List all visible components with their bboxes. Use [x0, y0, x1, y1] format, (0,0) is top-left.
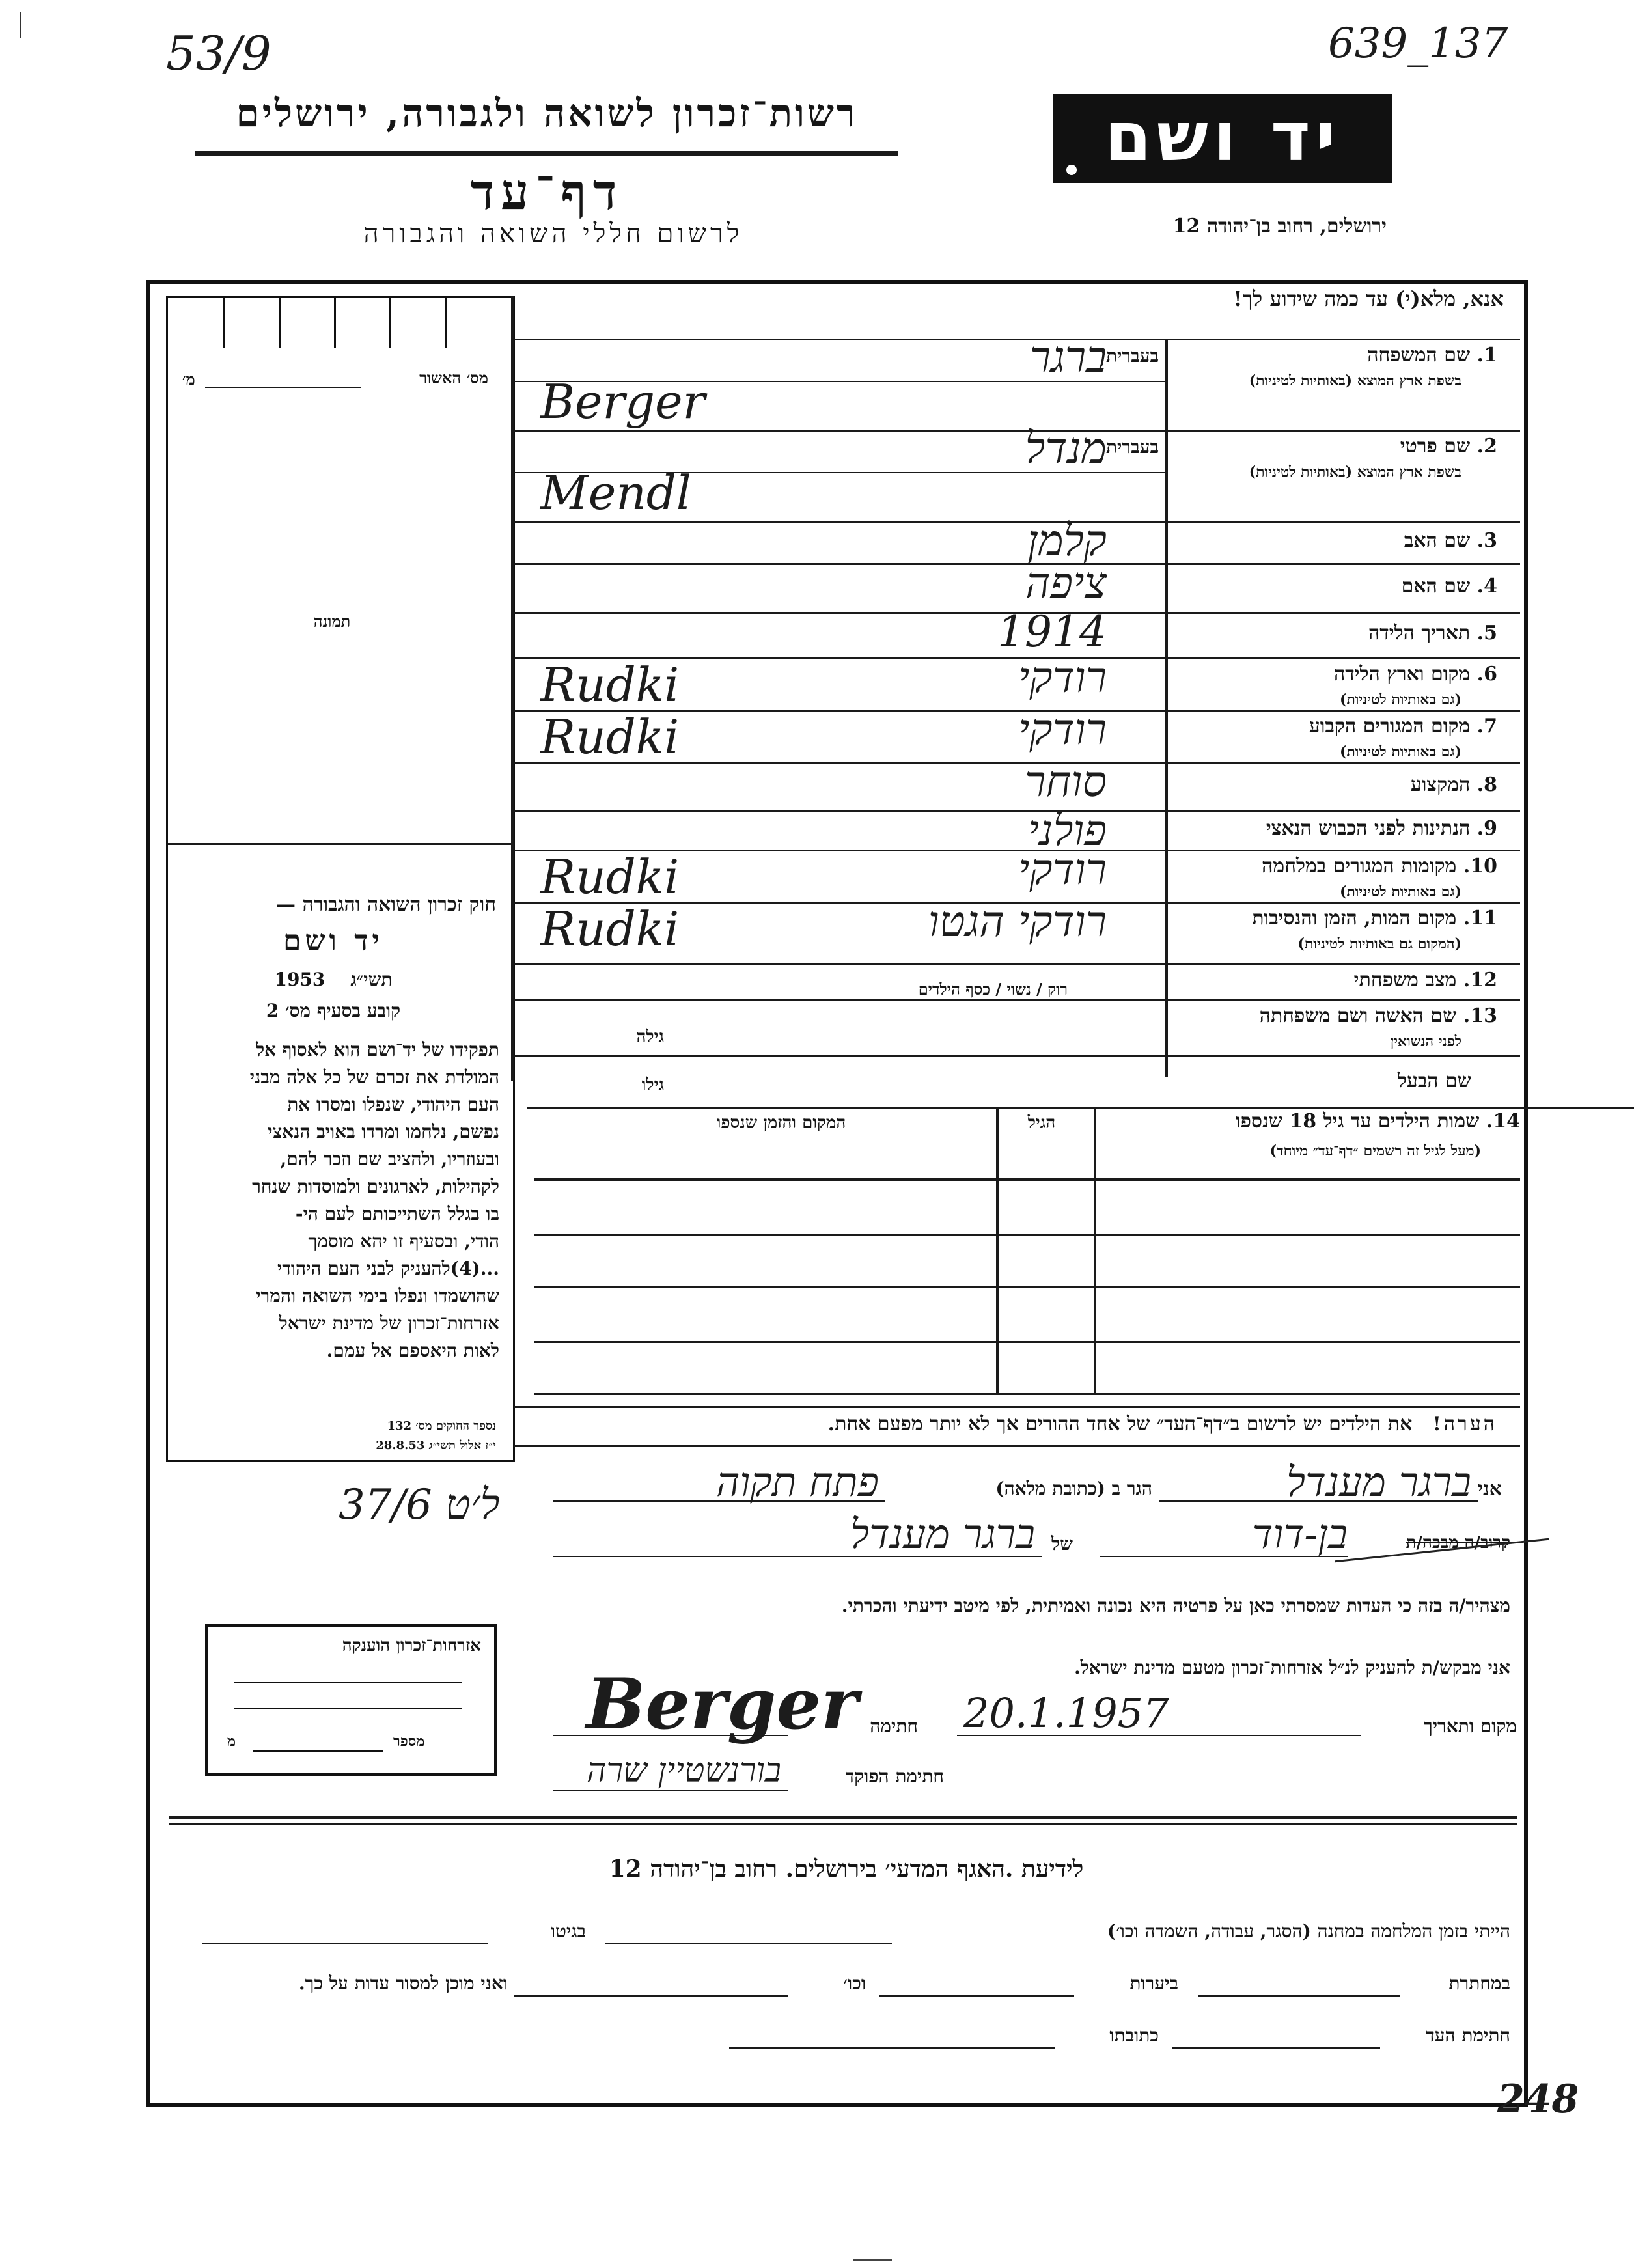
- photo-label: תמונה: [313, 612, 351, 631]
- law-text-line: נפשם, נלחמו ומרדו באויב הנאצי: [268, 1121, 499, 1142]
- field-5-label: 5. תאריך הלידה: [1368, 622, 1497, 644]
- header-address: ירושלים, רחוב בן־יהודה 12: [1172, 215, 1387, 238]
- law-clause: קובע בסעיף מס׳ 2: [266, 1000, 401, 1021]
- children-row-3[interactable]: [534, 1341, 1520, 1343]
- law-year: 1953: [274, 969, 325, 990]
- logo-dot-icon: [1066, 165, 1077, 175]
- law-text-line: המולדת את זכרם של כל אלה מבני: [249, 1066, 499, 1088]
- certificate-title: אזרחות־זכרון הוענקה: [342, 1636, 481, 1655]
- archive-number-right: 639_137: [1328, 20, 1508, 68]
- field-1-sublabel: בשפת ארץ המוצא (באותיות לטיניות): [1249, 372, 1461, 389]
- of-name[interactable]: ברגר מענדל: [850, 1510, 1035, 1558]
- logo-text: יד ושם: [1104, 97, 1341, 176]
- form-title: דף־עד: [470, 163, 624, 221]
- declaration-2: אני מבקש/ת להעניק לנ״ל אזרחות־זכרון מטעם מדינת ישראל.: [1073, 1657, 1510, 1678]
- fill-instruction: אנא, מלא(י) עד כמה שידוע לך!: [1233, 286, 1504, 311]
- field-10-latin[interactable]: Rudki: [540, 850, 680, 904]
- relation-value[interactable]: בן-דוד: [1252, 1510, 1348, 1558]
- field-10-sublabel: (גם באותיות לטיניות): [1339, 883, 1461, 900]
- bottom-title: לידיעת .האגף המדעי׳ בירושלים. רחוב בן־יהודה 12: [609, 1855, 1084, 1883]
- field-11-line: [514, 963, 1520, 965]
- field-area-left-border: [511, 296, 514, 1081]
- law-text-line: ובעוזריו, ולהציב שם וזכר להם,: [280, 1148, 499, 1170]
- children-label: 14. שמות הילדים עד גיל 18 שנספו: [1235, 1110, 1520, 1133]
- institution-underline: [195, 151, 898, 156]
- field-3-label: 3. שם האב: [1404, 529, 1497, 552]
- bottom-line1-a: הייתי בזמן המלחמה במחנה (הסגר, עבודה, השמדה וכו׳): [1107, 1920, 1510, 1942]
- law-text-line: לאות היאספם אל עמם.: [326, 1340, 499, 1361]
- field-2-lang: בעברית: [1105, 436, 1159, 458]
- law-text-line: שהושמדו ונפלו בימי השואה והמרי: [256, 1285, 499, 1307]
- field-9-hebrew[interactable]: פולני: [1027, 805, 1107, 855]
- law-text: [171, 1036, 499, 1364]
- place-date-label: מקום ותאריך: [1423, 1715, 1517, 1737]
- law-text-line: תפקידו של יד־ושם הוא לאסוף אל: [256, 1039, 499, 1060]
- law-text-line: העם היהודי, שנפלו ומסרו את: [287, 1094, 499, 1115]
- record-no-prefix: מ׳: [182, 370, 195, 389]
- marital-options: רוק / נשוי / כסף הילדים: [918, 980, 1068, 999]
- note-text: את הילדים יש לרשום ב״דף־העד״ של אחד ההורים אך לא יותר מפעם אחת.: [827, 1413, 1413, 1435]
- field-2-label: 2. שם פרטי: [1400, 435, 1497, 458]
- children-row-1[interactable]: [534, 1234, 1520, 1236]
- field-1-latin[interactable]: Berger: [540, 374, 706, 429]
- note: [521, 1413, 1497, 1435]
- bottom-line1-b: בגיטו: [550, 1920, 586, 1942]
- record-no-label: מס׳ האשור: [419, 368, 488, 387]
- field-1-lang: בעברית: [1105, 345, 1159, 366]
- declarant-address[interactable]: פתח תקוה: [716, 1458, 879, 1506]
- children-place-header: המקום והזמן שנספו: [716, 1113, 846, 1133]
- husband-age-label: גילו: [641, 1075, 664, 1095]
- field-6-hebrew[interactable]: רודקי: [1018, 652, 1107, 702]
- field-13-line: [514, 1055, 1520, 1057]
- declarant-signature[interactable]: Berger: [586, 1663, 859, 1745]
- signature-label: חתימה: [870, 1715, 918, 1737]
- wife-age-label: גילה: [636, 1027, 664, 1047]
- husband-label: שם הבעל: [1397, 1070, 1471, 1092]
- bottom-camp-line[interactable]: [605, 1943, 892, 1944]
- institution-name: רשות־זכרון לשואה ולגבורה, ירושלים: [236, 91, 858, 135]
- relation-label: קרוב/ה מבכה/ת: [1406, 1533, 1510, 1553]
- children-sublabel: (מעל לגיל זה רשמים ״דף־עד״ מיוחד): [1269, 1142, 1481, 1159]
- official-signature[interactable]: בורנשטיין שרה: [587, 1751, 781, 1790]
- field-4-label: 4. שם האם: [1401, 574, 1497, 598]
- bottom-line2-c: וכו׳: [843, 1972, 866, 1994]
- field-13-sublabel: לפני הנשואין: [1390, 1033, 1461, 1050]
- bottom-ghetto-line[interactable]: [202, 1943, 488, 1944]
- law-name: יד ושם: [283, 924, 383, 958]
- bottom-forest-line[interactable]: [879, 1995, 1074, 1997]
- form-subtitle: לרשום חללי השואה והגבורה: [363, 219, 743, 249]
- record-no-line[interactable]: [205, 387, 361, 388]
- field-2-latin[interactable]: Mendl: [540, 465, 691, 520]
- children-age-header: הגיל: [1027, 1113, 1056, 1133]
- field-7-latin[interactable]: Rudki: [540, 710, 680, 764]
- law-year-hebrew: תשי״ג: [350, 969, 393, 990]
- law-year-line: [171, 969, 496, 991]
- bottom-other-line[interactable]: [514, 1995, 788, 1997]
- law-title: חוק זכרון השואה והגבורה —: [276, 893, 496, 916]
- law-text-line: אזרחות־זכרון של מדינת ישראל: [279, 1312, 499, 1334]
- bottom-line2-d: ואני מוכן למסור עדות על כך.: [298, 1972, 508, 1994]
- place-date-value[interactable]: 20.1.1957: [963, 1689, 1169, 1737]
- field-6-label: 6. מקום וארץ הלידה: [1333, 663, 1497, 685]
- field-11-sublabel: (המקום גם באותיות לטיניות): [1297, 935, 1461, 952]
- law-text-line: בו בגלל השתייכותם לעם הי-: [295, 1203, 499, 1224]
- field-9-label: 9. הנתינות לפני הכבוש הנאצי: [1266, 817, 1497, 840]
- bottom-line2-a: במחתרת: [1448, 1972, 1510, 1994]
- certificate-number-prefix: מ: [227, 1733, 236, 1750]
- declarant-name[interactable]: ברגר מענדל: [1286, 1458, 1471, 1506]
- bottom-line3-b: כתובתו: [1109, 2025, 1159, 2046]
- field-10-label: 10. מקומות המגורים במלחמה: [1262, 855, 1497, 878]
- handwritten-ref: 37/6 ל׳ט: [339, 1481, 500, 1529]
- law-source-2: י״ז אלול תשי״ג 28.8.53: [376, 1439, 496, 1452]
- field-12-line: [514, 999, 1520, 1001]
- bottom-line3-a: חתימת העד: [1426, 2025, 1510, 2046]
- field-7-label: 7. מקום המגורים הקבוע: [1309, 715, 1497, 738]
- field-7-sublabel: (גם באותיות לטיניות): [1339, 743, 1461, 760]
- page-number-stamp: 248: [1497, 2077, 1579, 2122]
- certificate-number-line[interactable]: [253, 1750, 383, 1752]
- law-text-line: הודי, ובסעיף זו יהא מוסמך: [308, 1230, 499, 1252]
- field-2-sublabel: בשפת ארץ המוצא (באותיות לטיניות): [1249, 463, 1461, 480]
- field-3-hebrew[interactable]: קלמן: [1027, 516, 1107, 566]
- field-1-label: 1. שם המשפחה: [1367, 344, 1497, 366]
- field-4-hebrew[interactable]: ציפה: [1025, 558, 1107, 608]
- field-13-label: 13. שם האשה ושם משפחתה: [1259, 1004, 1497, 1027]
- yad-vashem-logo: [1053, 94, 1392, 183]
- bottom-edge-mark: [853, 2259, 892, 2261]
- field-12-label: 12. מצב משפחתי: [1353, 969, 1497, 991]
- declaration-1: מצהיר/ה בזה כי העדות שמסרתי כאן על פרטיה היא נכונה ואמיתית, לפי מיטב ידיעתי והכרתי.: [841, 1595, 1510, 1616]
- note-prefix: הערה!: [1432, 1413, 1497, 1435]
- bottom-line2-b: ביערות: [1129, 1972, 1178, 1994]
- children-row-4[interactable]: [534, 1393, 1520, 1395]
- field-6-sublabel: (גם באותיות לטיניות): [1339, 691, 1461, 708]
- corner-mark: [20, 12, 27, 38]
- certificate-box: [205, 1624, 497, 1776]
- field-7-hebrew[interactable]: רודקי: [1018, 704, 1107, 754]
- field-8-label: 8. המקצוע: [1410, 773, 1497, 796]
- field-11-latin[interactable]: Rudki: [540, 902, 680, 956]
- official-label: חתימת הפוקד: [845, 1765, 944, 1787]
- of-label: של: [1051, 1533, 1073, 1555]
- witness-address-line[interactable]: [729, 2047, 1055, 2049]
- field-10-hebrew[interactable]: רודקי: [1018, 844, 1107, 894]
- certificate-number-label: מספר: [393, 1733, 425, 1750]
- label-column-border: [1165, 339, 1168, 1077]
- law-source-1: נספר החוקים מס׳ 132: [387, 1419, 496, 1433]
- record-boxes: [168, 296, 511, 348]
- address-label: הגר ב (כתובת מלאה): [995, 1478, 1152, 1499]
- field-8-hebrew[interactable]: סוחר: [1025, 756, 1107, 807]
- witness-signature-line[interactable]: [1172, 2047, 1380, 2049]
- field-6-latin[interactable]: Rudki: [540, 657, 680, 712]
- archive-number-left: 53/9: [166, 26, 271, 81]
- field-2-hebrew[interactable]: מנדל: [1025, 423, 1107, 473]
- field-11-label: 11. מקום המות, הזמן והנסיבות: [1252, 907, 1497, 930]
- field-5-hebrew[interactable]: 1914: [997, 607, 1107, 657]
- law-text-line: לקהילות, לארגונים ולמוסדות שנחר: [252, 1176, 499, 1197]
- field-1-hebrew[interactable]: ברגר: [1029, 332, 1107, 382]
- declarant-i-label: אני: [1478, 1478, 1502, 1500]
- law-text-line: ...(4)להעניק לבני העם היהודי: [277, 1258, 499, 1279]
- children-row-2[interactable]: [534, 1286, 1520, 1288]
- bottom-underground-line[interactable]: [1198, 1995, 1400, 1997]
- photo-bottom-line: [168, 843, 511, 845]
- field-11-hebrew[interactable]: רודקי הגטו: [928, 896, 1107, 947]
